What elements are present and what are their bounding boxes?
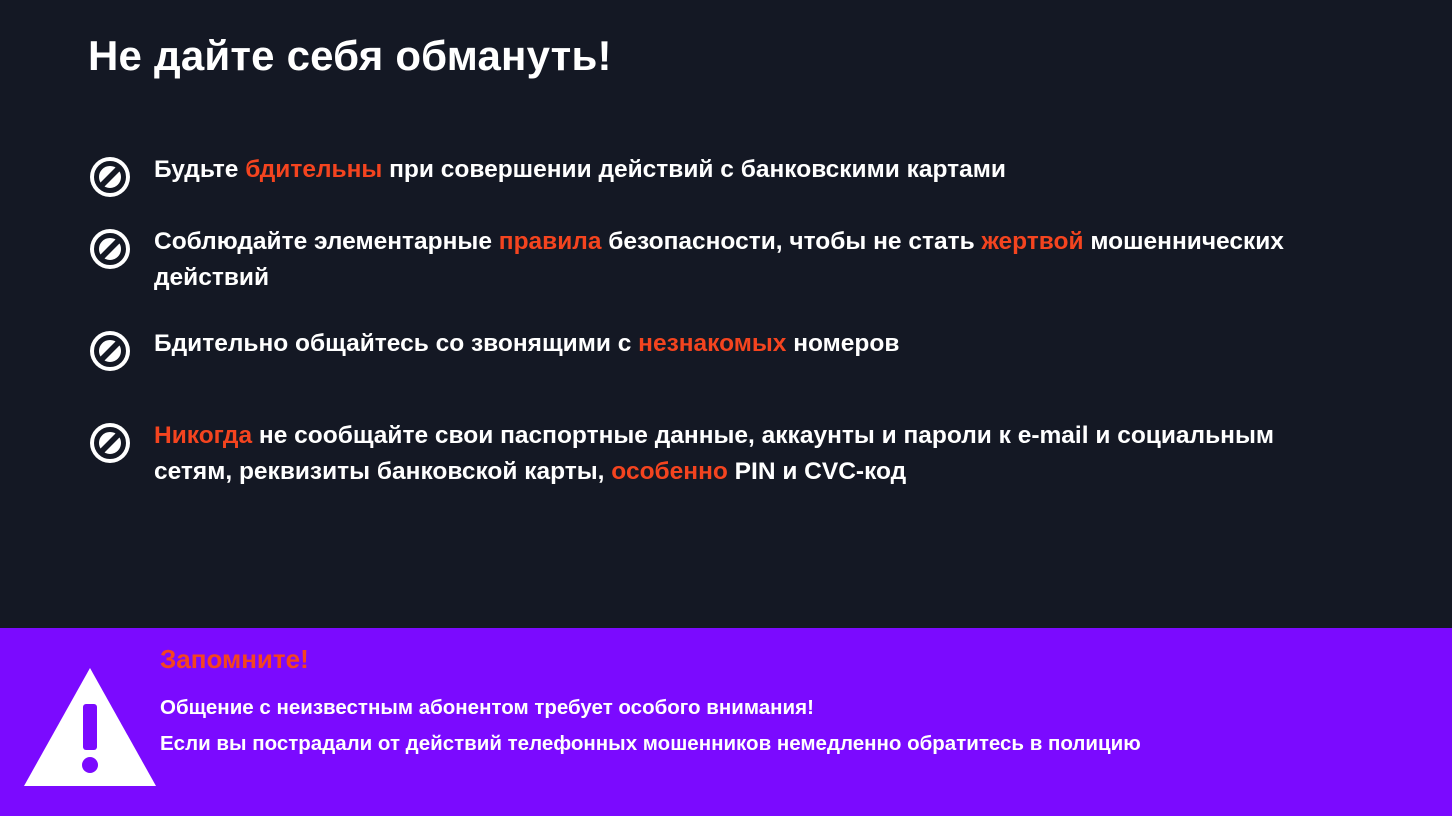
banner-body (160, 690, 1410, 762)
text-run: при совершении действий с банковскими картами (382, 156, 1006, 183)
remember-banner (0, 628, 1452, 816)
list-item-text (154, 330, 899, 357)
list-item-text (154, 422, 1274, 485)
list-item (88, 152, 1358, 188)
banner-title: Запомните! (160, 644, 309, 674)
text-run: не сообщайте свои паспортные данные, аккаунты и пароли к e-mail и социальным сетям, реквизиты банковской карты, (154, 422, 1275, 485)
prohibition-sign-icon (88, 421, 132, 465)
highlight-run: Никогда (154, 422, 253, 449)
page-title: Не дайте себя обмануть! (88, 32, 612, 79)
banner-line: Общение с неизвестным абонентом требует особого внимания! (160, 696, 814, 719)
text-run: PIN и CVC-код (727, 458, 907, 485)
prohibition-sign-icon (88, 227, 132, 271)
text-run: Будьте (154, 156, 246, 183)
bullet-list (88, 152, 1358, 526)
highlight-run: незнакомых (638, 330, 787, 357)
text-run: мошеннических действий (154, 228, 1284, 291)
warning-triangle-icon (22, 664, 158, 790)
text-run: Соблюдайте элементарные (154, 228, 499, 255)
prohibition-sign-icon (88, 329, 132, 373)
list-item (88, 224, 1358, 296)
list-item-text (154, 228, 1284, 291)
highlight-run: жертвой (981, 228, 1084, 255)
text-run: безопасности, чтобы не стать (601, 228, 982, 255)
highlight-run: правила (498, 228, 602, 255)
text-run: номеров (786, 330, 900, 357)
text-run: Бдительно общайтесь со звонящими с (154, 330, 639, 357)
highlight-run: бдительны (245, 156, 383, 183)
list-item (88, 418, 1358, 490)
list-item-text (154, 156, 1006, 183)
list-item (88, 326, 1358, 362)
highlight-run: особенно (611, 458, 728, 485)
banner-line: Если вы пострадали от действий телефонных мошенников немедленно обратитесь в полицию (160, 732, 1141, 755)
prohibition-sign-icon (88, 155, 132, 199)
